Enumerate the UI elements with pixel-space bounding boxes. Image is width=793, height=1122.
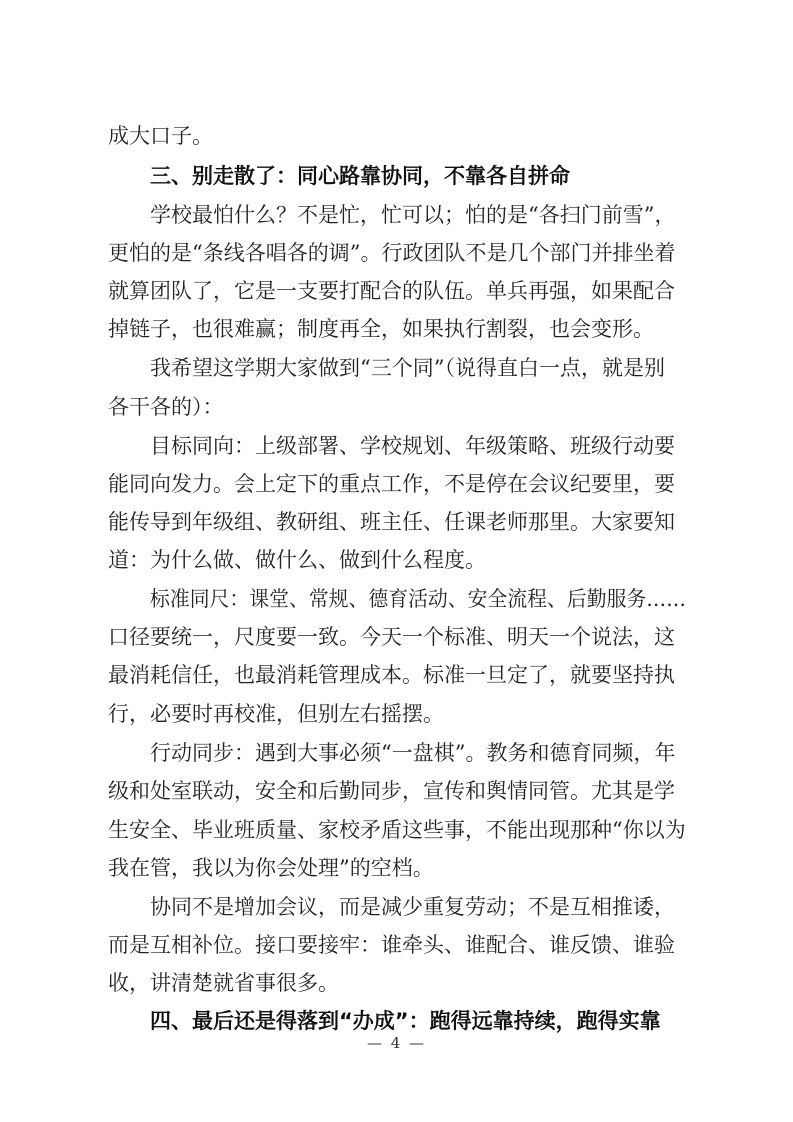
text-line: 级和处室联动，安全和后勤同步，宣传和舆情同管。尤其是学	[108, 779, 675, 803]
section-heading-3: 三、别走散了：同心路靠协同，不靠各自拼命	[150, 164, 570, 188]
text-line: 我希望这学期大家做到“三个同”（说得直白一点，就是别	[150, 356, 665, 380]
text-line: 更怕的是“条线各唱各的调”。行政团队不是几个部门并排坐着	[108, 241, 676, 265]
text-line: 掉链子，也很难赢；制度再全，如果执行割裂，也会变形。	[108, 317, 654, 341]
section-heading-4: 四、最后还是得落到“办成”：跑得远靠持续，跑得实靠	[150, 1009, 661, 1033]
text-line: 最消耗信任，也最消耗管理成本。标准一旦定了，就要坚持执	[108, 663, 675, 687]
text-line: 行动同步：遇到大事必须“一盘棋”。教务和德育同频，年	[150, 741, 676, 765]
text-line: 能同向发力。会上定下的重点工作，不是停在会议纪要里，要	[108, 472, 675, 496]
text-line: 生安全、毕业班质量、家校矛盾这些事，不能出现那种“你以为	[108, 818, 686, 842]
text-line: 各干各的）：	[108, 395, 224, 419]
text-line: 能传导到年级组、教研组、班主任、任课老师那里。大家要知	[108, 510, 675, 534]
text-line: 道：为什么做、做什么、做到什么程度。	[108, 548, 486, 572]
page-number: — 4 —	[366, 1034, 427, 1052]
text-line: 行，必要时再校准，但别左右摇摆。	[108, 702, 444, 726]
text-line: 学校最怕什么？不是忙，忙可以；怕的是“各扫门前雪”，	[150, 203, 676, 227]
text-line: 标准同尺：课堂、常规、德育活动、安全流程、后勤服务……	[150, 587, 686, 611]
text-line: 收，讲清楚就省事很多。	[108, 971, 339, 995]
text-line: 口径要统一，尺度要一致。今天一个标准、明天一个说法，这	[108, 625, 675, 649]
text-line: 我在管，我以为你会处理”的空档。	[108, 856, 434, 880]
text-line: 协同不是增加会议，而是减少重复劳动；不是互相推诿，	[150, 895, 675, 919]
text-line: 而是互相补位。接口要接牢：谁牵头、谁配合、谁反馈、谁验	[108, 933, 675, 957]
text-line: 目标同向：上级部署、学校规划、年级策略、班级行动要	[150, 434, 675, 458]
text-line: 成大口子。	[108, 124, 213, 148]
text-line: 就算团队了，它是一支要打配合的队伍。单兵再强，如果配合	[108, 279, 675, 303]
